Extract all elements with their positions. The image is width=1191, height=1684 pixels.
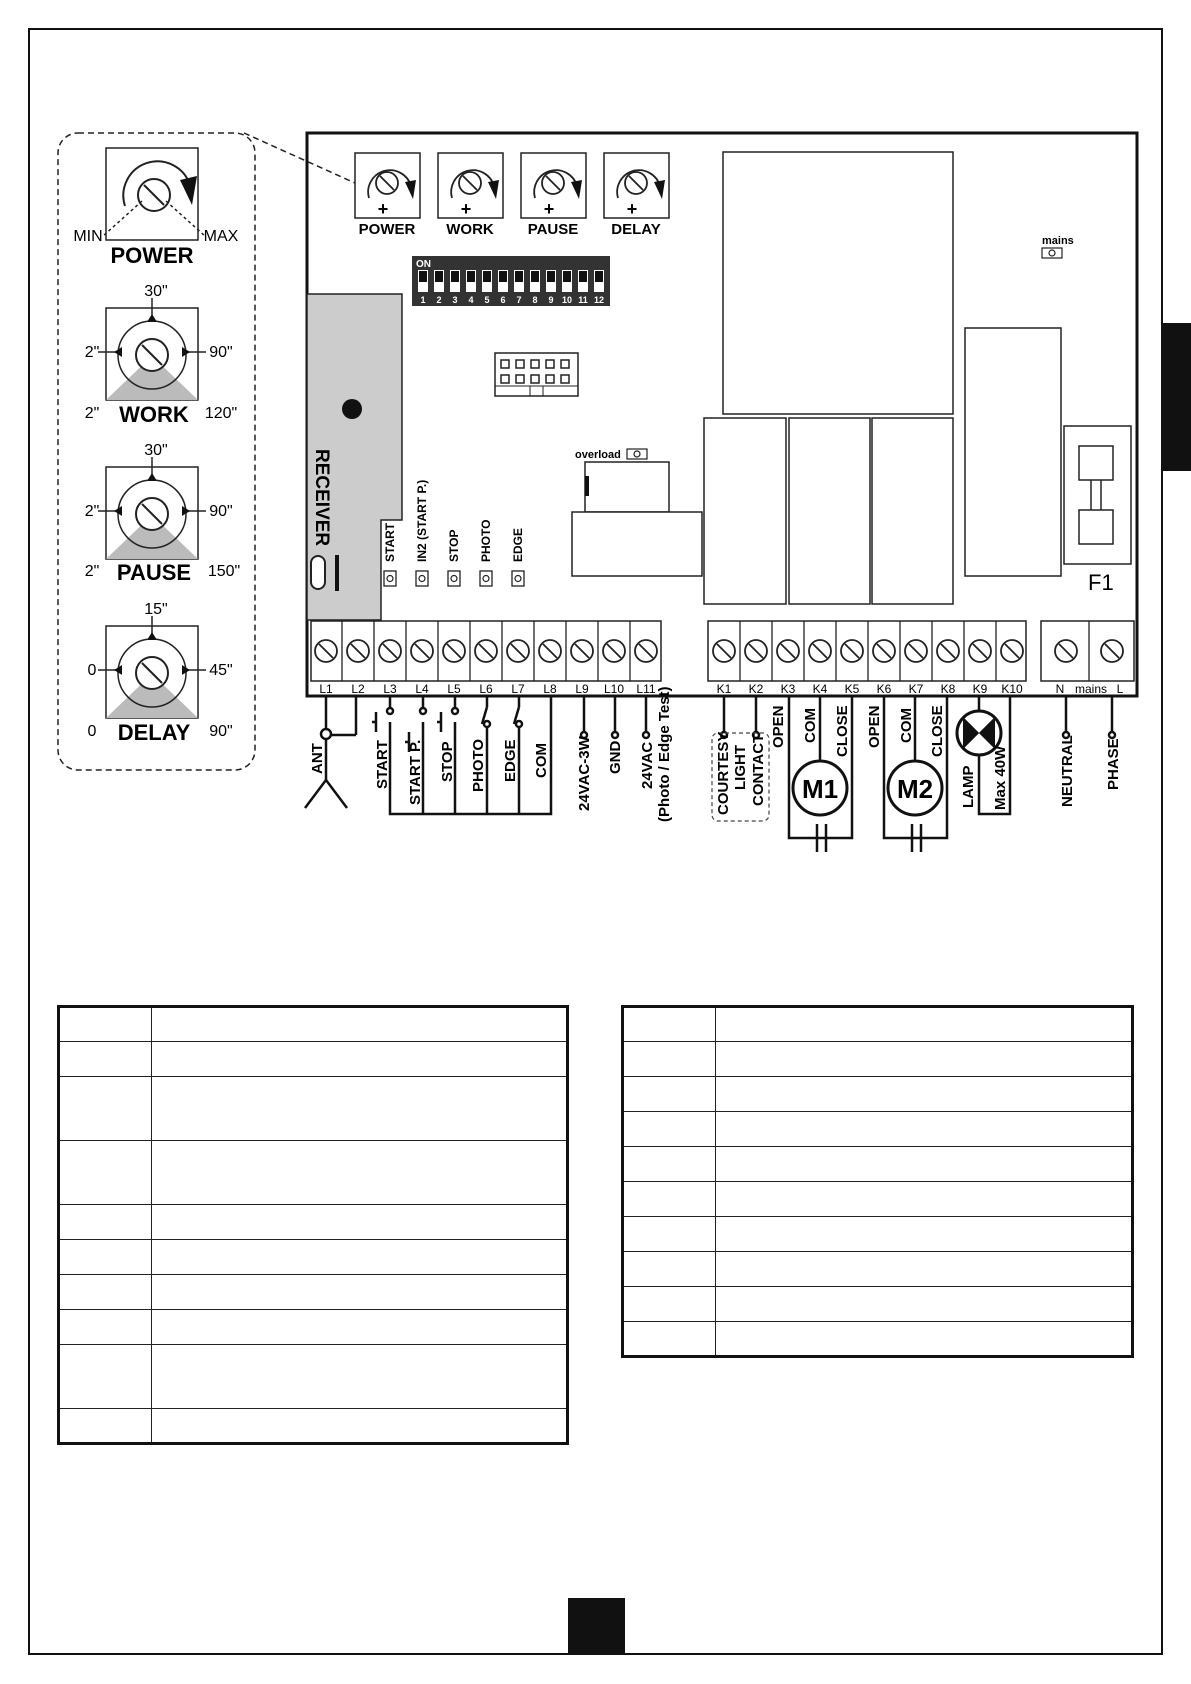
trimmer-plus-sign: + xyxy=(460,199,472,219)
connector-pin xyxy=(531,360,539,368)
terminal-label: L5 xyxy=(447,682,461,696)
table-cell-value xyxy=(152,1007,568,1042)
page-number-block xyxy=(568,1598,625,1654)
table-row xyxy=(59,1007,568,1042)
relay-1 xyxy=(704,418,786,604)
dip-number-label: 5 xyxy=(484,295,490,305)
terminal-label: L1 xyxy=(319,682,333,696)
start-p-label: START P. xyxy=(407,739,424,805)
side-tab-marker xyxy=(1162,323,1191,471)
connector-pin xyxy=(561,360,569,368)
board-trimmers xyxy=(355,153,669,238)
table-cell-key xyxy=(59,1345,152,1409)
table-cell-value xyxy=(152,1409,568,1444)
terminal-strip-inputs xyxy=(311,621,661,696)
dip-number-label: 8 xyxy=(532,295,538,305)
table-cell-value xyxy=(716,1077,1133,1112)
empty-table-left xyxy=(57,1005,569,1445)
table-cell-key xyxy=(623,1287,716,1322)
gnd-label: GND xyxy=(607,740,624,774)
terminal-label: K2 xyxy=(748,682,764,696)
terminal-label: K5 xyxy=(844,682,860,696)
board-trimmer-pause[interactable] xyxy=(521,153,586,238)
table-row xyxy=(59,1240,568,1275)
light-label: LIGHT xyxy=(732,745,749,790)
dip-switch-10[interactable] xyxy=(562,270,572,305)
terminal-label: L2 xyxy=(351,682,365,696)
trimmer-plus-sign: + xyxy=(543,199,555,219)
edge-label: EDGE xyxy=(502,739,519,782)
receiver-label: RECEIVER xyxy=(311,449,332,547)
terminal-label: L6 xyxy=(479,682,493,696)
dip-number-label: 11 xyxy=(578,295,588,305)
transformer-block xyxy=(723,152,953,414)
table-row xyxy=(59,1042,568,1077)
table-cell-key xyxy=(623,1182,716,1217)
table-cell-key xyxy=(59,1275,152,1310)
connector-pin xyxy=(546,360,554,368)
table-cell-value xyxy=(716,1112,1133,1147)
work-left-label: 2" xyxy=(84,344,100,361)
overload-label: overload xyxy=(575,449,621,461)
terminal-label: L7 xyxy=(511,682,525,696)
table-cell-key xyxy=(623,1147,716,1182)
power-min-label: MIN xyxy=(73,228,103,245)
table-cell-key xyxy=(59,1077,152,1141)
input-led-label: START xyxy=(383,522,397,562)
table-row xyxy=(59,1310,568,1345)
terminal-label: K3 xyxy=(780,682,796,696)
table-cell-value xyxy=(152,1042,568,1077)
terminal-label: K7 xyxy=(908,682,924,696)
table-row xyxy=(623,1112,1133,1147)
board-trimmer-work[interactable] xyxy=(438,153,503,238)
dip-number-label: 1 xyxy=(420,295,426,305)
delay-top-label: 15" xyxy=(144,601,168,618)
table-cell-key xyxy=(623,1252,716,1287)
table-row xyxy=(59,1275,568,1310)
input-led-label: STOP xyxy=(447,529,461,562)
dip-switch-12[interactable] xyxy=(594,270,604,305)
connector-pin xyxy=(546,375,554,383)
fuse-holder xyxy=(1064,426,1131,595)
delay-detail-title: DELAY xyxy=(117,720,191,745)
table-cell-value xyxy=(152,1077,568,1141)
terminal-label: K8 xyxy=(940,682,956,696)
table-cell-key xyxy=(59,1007,152,1042)
terminal-label: L8 xyxy=(543,682,557,696)
dip-number-label: 7 xyxy=(516,295,522,305)
terminal-label: K4 xyxy=(812,682,828,696)
connector-pin xyxy=(501,360,509,368)
dip-number-label: 3 xyxy=(452,295,458,305)
dip-number-label: 4 xyxy=(468,295,474,305)
m2-open-label: OPEN xyxy=(866,705,883,748)
table-cell-value xyxy=(716,1042,1133,1077)
delay-bottom-right-label: 90" xyxy=(209,723,233,740)
lamp-max-label: Max 40W xyxy=(992,745,1009,810)
board-trimmer-label: POWER xyxy=(358,221,416,238)
table-cell-value xyxy=(152,1205,568,1240)
table-cell-value xyxy=(152,1310,568,1345)
capacitor-block xyxy=(572,512,702,576)
table-cell-key xyxy=(623,1112,716,1147)
com-label: COM xyxy=(533,743,550,778)
table-row xyxy=(59,1205,568,1240)
start-label: START xyxy=(374,740,391,789)
board-trimmer-delay[interactable] xyxy=(604,153,669,238)
input-led-1 xyxy=(383,522,397,586)
pause-bottom-left-label: 2" xyxy=(84,563,100,580)
input-led-5 xyxy=(511,528,525,586)
table-row xyxy=(623,1217,1133,1252)
table-row xyxy=(623,1287,1133,1322)
dip-number-label: 10 xyxy=(561,295,573,305)
pause-bottom-right-label: 150" xyxy=(207,563,241,580)
input-led-3 xyxy=(447,530,461,586)
input-led-label: EDGE xyxy=(511,527,525,562)
pause-top-label: 30" xyxy=(144,442,168,459)
terminal-label: L4 xyxy=(415,682,429,696)
delay-right-label: 45" xyxy=(209,662,233,679)
table-cell-value xyxy=(716,1007,1133,1042)
dip-number-label: 6 xyxy=(500,295,506,305)
terminal-label: K10 xyxy=(1001,682,1023,696)
table-cell-value xyxy=(716,1287,1133,1322)
table-row xyxy=(623,1322,1133,1357)
m1-close-label: CLOSE xyxy=(834,705,851,757)
table-cell-key xyxy=(59,1205,152,1240)
table-row xyxy=(59,1409,568,1444)
mains-terminal-2[interactable] xyxy=(1101,640,1123,662)
dip-number-label: 12 xyxy=(593,295,605,305)
terminal-label: L9 xyxy=(575,682,589,696)
table-cell-value xyxy=(716,1182,1133,1217)
work-top-label: 30" xyxy=(144,283,168,300)
terminal-strip-outputs xyxy=(708,621,1026,696)
table-cell-value xyxy=(716,1217,1133,1252)
table-row xyxy=(623,1042,1133,1077)
motor-m1 xyxy=(793,761,847,815)
terminal-label: L3 xyxy=(383,682,397,696)
board-trimmer-label: DELAY xyxy=(611,221,661,238)
terminal-label: L11 xyxy=(636,682,656,696)
mains-terminal-label: L xyxy=(1116,682,1124,696)
pause-detail xyxy=(85,442,240,585)
board-trimmer-power[interactable] xyxy=(355,153,420,238)
table-cell-key xyxy=(623,1077,716,1112)
pause-detail-title: PAUSE xyxy=(116,560,192,585)
photo-label: PHOTO xyxy=(470,738,487,792)
table-cell-value xyxy=(152,1240,568,1275)
table-cell-key xyxy=(59,1141,152,1205)
input-led-label: PHOTO xyxy=(479,519,493,562)
contact-label: CONTACT xyxy=(750,733,767,806)
table-cell-key xyxy=(623,1042,716,1077)
table-cell-key xyxy=(623,1217,716,1252)
work-bottom-right-label: 120" xyxy=(204,405,238,422)
dip-switch-11[interactable] xyxy=(578,270,588,305)
terminal-strip-mains xyxy=(1041,621,1134,696)
table-row xyxy=(59,1077,568,1141)
connector-pin xyxy=(501,375,509,383)
table-cell-value xyxy=(152,1141,568,1205)
empty-table-right xyxy=(621,1005,1134,1358)
table-cell-key xyxy=(59,1310,152,1345)
table-cell-value xyxy=(152,1345,568,1409)
table-row xyxy=(623,1077,1133,1112)
table-cell-value xyxy=(716,1252,1133,1287)
ant-label: ANT xyxy=(309,743,326,774)
board-trimmer-label: PAUSE xyxy=(527,221,579,238)
24vac-test-label: 24VAC xyxy=(639,741,656,789)
lamp-label: LAMP xyxy=(960,765,977,808)
board-trimmer-label: WORK xyxy=(446,221,494,238)
table-row xyxy=(623,1007,1133,1042)
relay-2 xyxy=(789,418,870,604)
courtesy-label: COURTESY xyxy=(715,731,732,815)
side-relay xyxy=(965,328,1061,576)
terminal-label: L10 xyxy=(603,682,625,696)
table-cell-value xyxy=(716,1147,1133,1182)
connector-pin xyxy=(516,375,524,383)
m2-close-label: CLOSE xyxy=(929,705,946,757)
table-cell-key xyxy=(623,1007,716,1042)
motor-m2 xyxy=(888,761,942,815)
trimmer-plus-sign: + xyxy=(626,199,638,219)
pause-left-label: 2" xyxy=(84,503,100,520)
connector-pin xyxy=(516,360,524,368)
m1-com-label: COM xyxy=(802,708,819,743)
input-led-2 xyxy=(415,480,429,586)
pause-right-label: 90" xyxy=(209,503,233,520)
table-cell-value xyxy=(152,1275,568,1310)
overload-component xyxy=(585,462,669,512)
24vac-3w-label: 24VAC-3W xyxy=(576,736,593,811)
dip-switch-bank xyxy=(412,256,610,306)
dip-number-label: 9 xyxy=(548,295,554,305)
fuse-label: F1 xyxy=(1088,570,1114,595)
connector-pin xyxy=(561,375,569,383)
table-cell-key xyxy=(59,1042,152,1077)
relay-3 xyxy=(872,418,953,604)
input-led-4 xyxy=(479,520,493,586)
detail-callout-line xyxy=(244,133,355,183)
table-row xyxy=(623,1252,1133,1287)
table-cell-value xyxy=(716,1322,1133,1357)
power-detail xyxy=(73,148,238,268)
mains-terminal-1[interactable] xyxy=(1055,640,1077,662)
table-cell-key xyxy=(623,1322,716,1357)
work-right-label: 90" xyxy=(209,344,233,361)
input-led-label: IN2 (START P.) xyxy=(415,479,429,562)
work-detail-title: WORK xyxy=(119,402,189,427)
board-components xyxy=(572,152,1074,604)
wiring-labels xyxy=(309,686,1122,822)
connector-pin xyxy=(531,375,539,383)
table-row xyxy=(623,1147,1133,1182)
delay-bottom-left-label: 0 xyxy=(87,723,97,740)
stop-label: STOP xyxy=(439,741,456,782)
phase-label: PHASE xyxy=(1105,738,1122,790)
trimmer-plus-sign: + xyxy=(377,199,389,219)
m2-com-label: COM xyxy=(898,708,915,743)
neutral-label: NEUTRAL xyxy=(1059,735,1076,807)
m1-open-label: OPEN xyxy=(770,705,787,748)
power-max-label: MAX xyxy=(203,228,239,245)
terminal-label: K6 xyxy=(876,682,892,696)
delay-left-label: 0 xyxy=(87,662,97,679)
work-bottom-left-label: 2" xyxy=(84,405,100,422)
motor-m2-label: M2 xyxy=(896,774,934,804)
table-row xyxy=(623,1182,1133,1217)
terminal-label: K9 xyxy=(972,682,988,696)
mains-led-label: mains xyxy=(1042,235,1074,247)
delay-detail xyxy=(88,601,233,745)
input-leds xyxy=(383,480,525,586)
table-row xyxy=(59,1141,568,1205)
photo-edge-test-label: (Photo / Edge Test) xyxy=(656,686,673,822)
mains-terminal-label: N xyxy=(1055,682,1065,696)
mains-terminal-label: mains xyxy=(1074,682,1108,696)
power-detail-title: POWER xyxy=(110,243,194,268)
table-cell-key xyxy=(59,1409,152,1444)
terminal-label: K1 xyxy=(716,682,732,696)
table-cell-key xyxy=(59,1240,152,1275)
dip-on-label: ON xyxy=(416,259,431,270)
work-detail xyxy=(85,283,237,427)
dip-number-label: 2 xyxy=(436,295,442,305)
header-connector xyxy=(495,353,578,396)
motor-m1-label: M1 xyxy=(801,774,839,804)
table-row xyxy=(59,1345,568,1409)
